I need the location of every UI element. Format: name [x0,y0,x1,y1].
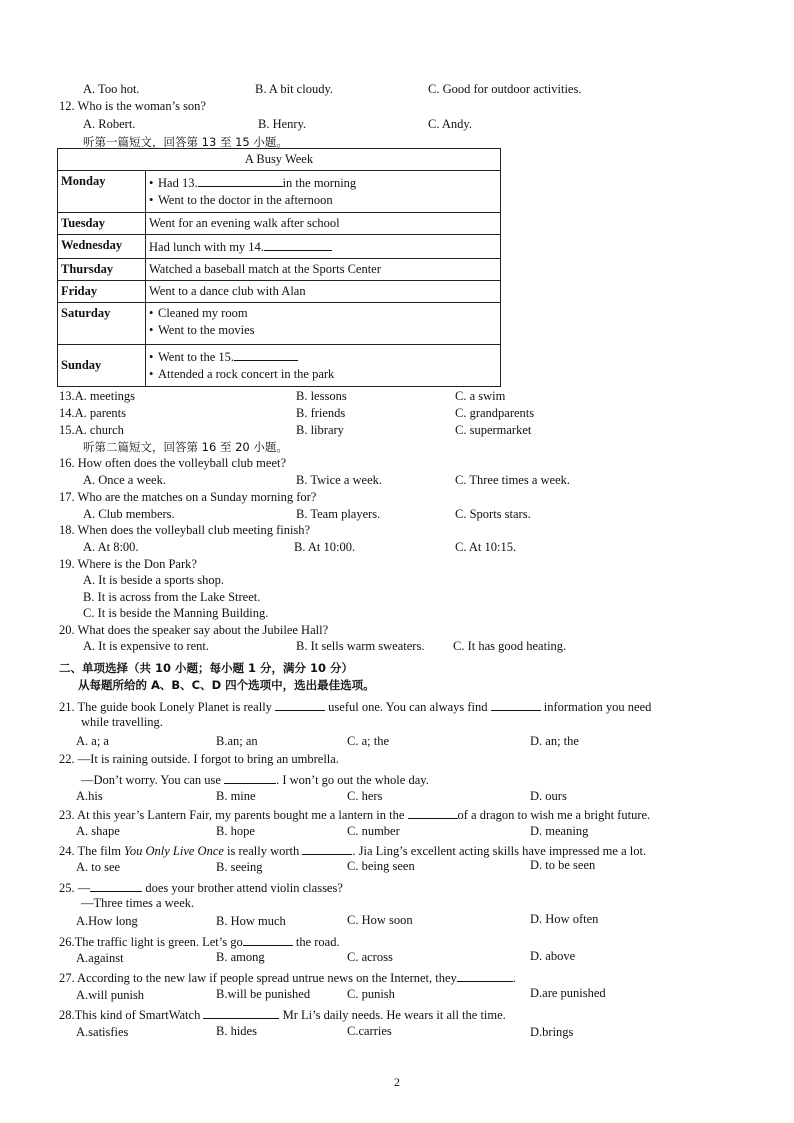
q22-line1: 22. —It is raining outside. I forgot to bring an umbrella. [59,752,339,766]
q22-option-a: A.his [76,789,103,803]
q26-option-d: D. above [530,949,576,963]
day-friday: Friday [58,281,146,303]
sunday-item-1: Went to the 15. [158,350,235,364]
q15-option-a: 15.A. church [59,423,124,437]
wednesday-text: Had lunch with my 14. [149,240,264,254]
day-wednesday: Wednesday [58,235,146,259]
q26-option-a: A.against [76,951,124,965]
answer-blank-15[interactable] [234,347,298,361]
q17-option-b: B. Team players. [296,507,381,521]
q24-text-1: 24. The film [59,844,121,858]
q20-option-a: A. It is expensive to rent. [83,639,210,653]
q22-option-b: B. mine [216,789,256,803]
q18-option-a: A. At 8:00. [83,540,139,554]
q27-stem [59,968,516,986]
monday-item-1a: Had 13. [158,176,198,190]
q17-option-c: C. Sports stars. [455,507,531,521]
q22-option-c: C. hers [347,789,383,803]
day-saturday: Saturday [58,303,146,345]
q16-option-a: A. Once a week. [83,473,166,487]
q28-option-b: B. hides [216,1024,257,1038]
q15-option-b: B. library [296,423,344,437]
q28-text-1: 28.This kind of SmartWatch [59,1008,201,1022]
q16-option-b: B. Twice a week. [296,473,383,487]
day-tuesday: Tuesday [58,213,146,235]
page-number: 2 [394,1075,400,1089]
q22-option-d: D. ours [530,789,567,803]
q21-text-1: 21. The guide book Lonely Planet is really [59,700,272,714]
q27-blank[interactable] [457,968,513,982]
q23-option-c: C. number [347,824,400,838]
day-sunday: Sunday [58,345,146,387]
q28-text-2: Mr Li’s daily needs. He wears it all the time. [282,1008,506,1022]
q28-stem [59,1005,506,1023]
q21-blank-1[interactable] [275,697,325,711]
q13-option-a: 13.A. meetings [59,389,136,403]
q13-option-b: B. lessons [296,389,347,403]
q22-text-1: —Don’t worry. You can use [81,773,221,787]
q22-blank[interactable] [224,770,276,784]
q26-stem [59,932,340,950]
q21-stem [59,697,651,715]
q14-option-c: C. grandparents [455,406,535,420]
sunday-activities [146,345,501,387]
q16-question: 16. How often does the volleyball club meet? [59,456,287,470]
q25-text-2: does your brother attend violin classes? [145,881,343,895]
q28-option-a: A.satisfies [76,1025,129,1039]
q26-text-2: the road. [295,935,340,949]
q28-option-d: D.brings [530,1025,574,1039]
q21-text-2: useful one. You can always find [328,700,488,714]
section2-instruction: 从每题所给的 A、B、C、D 四个选项中，选出最佳选项。 [78,678,375,692]
q25-option-a: A.How long [76,914,138,928]
q13-option-c: C. a swim [455,389,506,403]
q12-question: 12. Who is the woman’s son? [59,99,206,113]
q15-option-c: C. supermarket [455,423,532,437]
q25-line2: —Three times a week. [81,896,195,910]
q21-option-d: D. an; the [530,734,579,748]
q22-line2 [81,770,429,788]
q24-text-2: is really worth [227,844,300,858]
q19-option-c: C. It is beside the Manning Building. [83,606,269,620]
saturday-item-2: • Went to the movies [149,322,497,339]
q23-text-2: of a dragon to wish me a bright future. [457,808,651,822]
q21-option-b: B.an; an [216,734,258,748]
q20-question: 20. What does the speaker say about the Jubilee Hall? [59,623,329,637]
q20-option-c: C. It has good heating. [453,639,567,653]
day-thursday: Thursday [58,259,146,281]
q24-option-b: B. seeing [216,860,263,874]
q18-option-b: B. At 10:00. [294,540,356,554]
monday-item-2: • Went to the doctor in the afternoon [149,192,497,209]
q25-option-b: B. How much [216,914,286,928]
answer-blank-14[interactable] [264,237,332,251]
q21-blank-2[interactable] [491,697,541,711]
q20-option-b: B. It sells warm sweaters. [296,639,425,653]
q21-option-c: C. a; the [347,734,390,748]
q23-blank[interactable] [408,805,458,819]
q27-text-2: . [512,971,516,985]
q22-text-2: . I won’t go out the whole day. [276,773,429,787]
q23-text-1: 23. At this year’s Lantern Fair, my parents bought me a lantern in the [59,808,405,822]
q19-option-a: A. It is beside a sports shop. [83,573,224,587]
q27-option-c: C. punish [347,987,395,1001]
busy-week-table [57,148,501,387]
q17-question: 17. Who are the matches on a Sunday morning for? [59,490,317,504]
q14-option-a: 14.A. parents [59,406,126,420]
q26-option-b: B. among [216,950,265,964]
q24-option-a: A. to see [76,860,121,874]
q26-blank[interactable] [243,932,293,946]
friday-activity: Went to a dance club with Alan [146,281,501,303]
saturday-activities [146,303,501,345]
passage1-instruction: 听第一篇短文，回答第 13 至 15 小题。 [83,135,288,149]
q12-option-a: A. Robert. [83,117,136,131]
q12-option-c: C. Andy. [428,117,472,131]
q23-option-d: D. meaning [530,824,589,838]
q11-option-b: B. A bit cloudy. [255,82,334,96]
passage2-instruction: 听第二篇短文，回答第 16 至 20 小题。 [83,440,288,454]
monday-item-1b: in the morning [282,176,357,190]
q21-text-3: information you need [543,700,652,714]
day-monday: Monday [58,171,146,213]
q16-option-c: C. Three times a week. [455,473,571,487]
tuesday-activity: Went for an evening walk after school [146,213,501,235]
q25-blank[interactable] [90,878,142,892]
q18-question: 18. When does the volleyball club meeting finish? [59,523,311,537]
q23-option-a: A. shape [76,824,120,838]
q27-option-a: A.will punish [76,988,145,1002]
q21-stem-line2: while travelling. [81,715,163,729]
q27-option-d: D.are punished [530,986,606,1000]
q25-option-d: D. How often [530,912,599,926]
q26-option-c: C. across [347,950,393,964]
q12-option-b: B. Henry. [258,117,307,131]
q24-stem [59,841,646,859]
q25-text-1: 25. — [59,881,91,895]
q14-option-b: B. friends [296,406,346,420]
q24-option-c: C. being seen [347,859,415,873]
q26-text-1: 26.The traffic light is green. Let’s go [59,935,243,949]
answer-blank-13[interactable] [198,173,283,187]
q28-option-c: C.carries [347,1024,392,1038]
q27-text-1: 27. According to the new law if people spread untrue news on the Internet, they [59,971,457,985]
q24-option-d: D. to be seen [530,858,596,872]
q19-option-b: B. It is across from the Lake Street. [83,590,261,604]
q28-blank[interactable] [203,1005,279,1019]
q23-option-b: B. hope [216,824,255,838]
thursday-activity: Watched a baseball match at the Sports Center [146,259,501,281]
saturday-item-1: • Cleaned my room [149,305,497,322]
sunday-item-2: • Attended a rock concert in the park [149,366,497,383]
q24-film-title: You Only Live Once [124,844,224,858]
q11-option-a: A. Too hot. [83,82,140,96]
q17-option-a: A. Club members. [83,507,175,521]
q24-text-3: . Jia Ling’s excellent acting skills have impressed me a lot. [352,844,647,858]
monday-activities [146,171,501,213]
wednesday-activity [146,235,501,259]
q19-question: 19. Where is the Don Park? [59,557,197,571]
q21-option-a: A. a; a [76,734,109,748]
q24-blank[interactable] [302,841,352,855]
q18-option-c: C. At 10:15. [455,540,517,554]
q25-stem [59,878,343,896]
q23-stem [59,805,650,823]
q11-option-c: C. Good for outdoor activities. [428,82,582,96]
section2-title: 二、单项选择（共 10 小题；每小题 1 分，满分 10 分） [59,661,354,675]
q25-option-c: C. How soon [347,913,413,927]
q27-option-b: B.will be punished [216,987,311,1001]
table-title: A Busy Week [58,149,501,171]
